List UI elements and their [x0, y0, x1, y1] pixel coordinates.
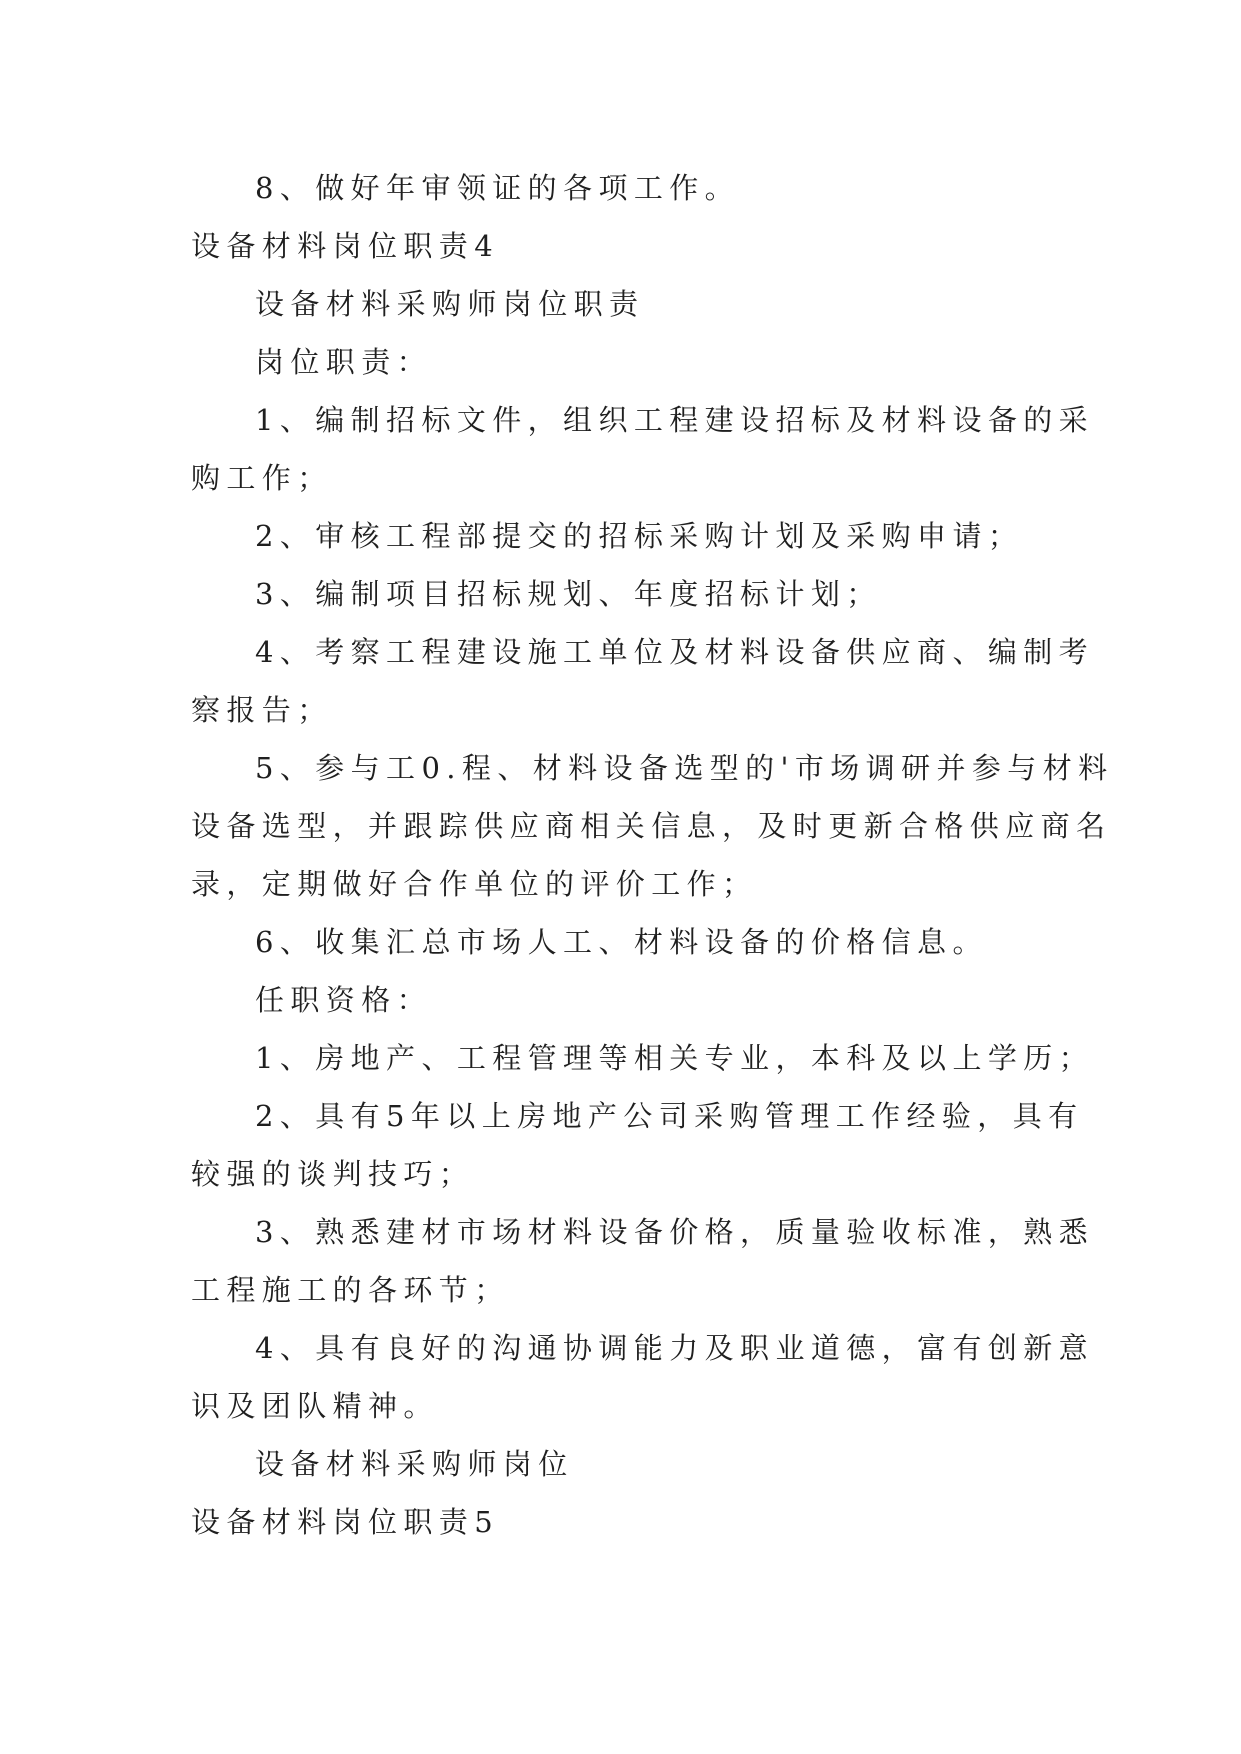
paragraph-line: 1、编制招标文件，组织工程建设招标及材料设备的采 — [255, 403, 1095, 437]
paragraph-line: 2、具有5年以上房地产公司采购管理工作经验，具有 — [255, 1099, 1084, 1133]
paragraph-line: 设备选型，并跟踪供应商相关信息，及时更新合格供应商名 — [191, 809, 1112, 843]
paragraph-line: 8、做好年审领证的各项工作。 — [255, 171, 741, 205]
subsection-heading: 设备材料采购师岗位职责 — [255, 287, 645, 321]
paragraph-line: 工程施工的各环节； — [191, 1273, 510, 1307]
paragraph-line: 1、房地产、工程管理等相关专业，本科及以上学历； — [255, 1041, 1095, 1075]
section-heading: 设备材料岗位职责4 — [191, 229, 500, 263]
paragraph-line: 6、收集汇总市场人工、材料设备的价格信息。 — [255, 925, 988, 959]
paragraph-line: 购工作； — [191, 461, 333, 495]
subsection-heading: 设备材料采购师岗位 — [255, 1447, 574, 1481]
paragraph-line: 4、具有良好的沟通协调能力及职业道德，富有创新意 — [255, 1331, 1095, 1365]
label-line: 岗位职责： — [255, 345, 433, 379]
paragraph-line: 3、编制项目招标规划、年度招标计划； — [255, 577, 882, 611]
paragraph-line: 4、考察工程建设施工单位及材料设备供应商、编制考 — [255, 635, 1095, 669]
paragraph-line: 3、熟悉建材市场材料设备价格，质量验收标准，熟悉 — [255, 1215, 1095, 1249]
paragraph-line: 识及团队精神。 — [191, 1389, 439, 1423]
paragraph-line: 录，定期做好合作单位的评价工作； — [191, 867, 758, 901]
paragraph-line: 2、审核工程部提交的招标采购计划及采购申请； — [255, 519, 1024, 553]
section-heading: 设备材料岗位职责5 — [191, 1505, 500, 1539]
paragraph-line: 较强的谈判技巧； — [191, 1157, 475, 1191]
paragraph-line: 5、参与工0.程、材料设备选型的'市场调研并参与材料 — [255, 751, 1114, 785]
label-line: 任职资格： — [255, 983, 433, 1017]
paragraph-line: 察报告； — [191, 693, 333, 727]
